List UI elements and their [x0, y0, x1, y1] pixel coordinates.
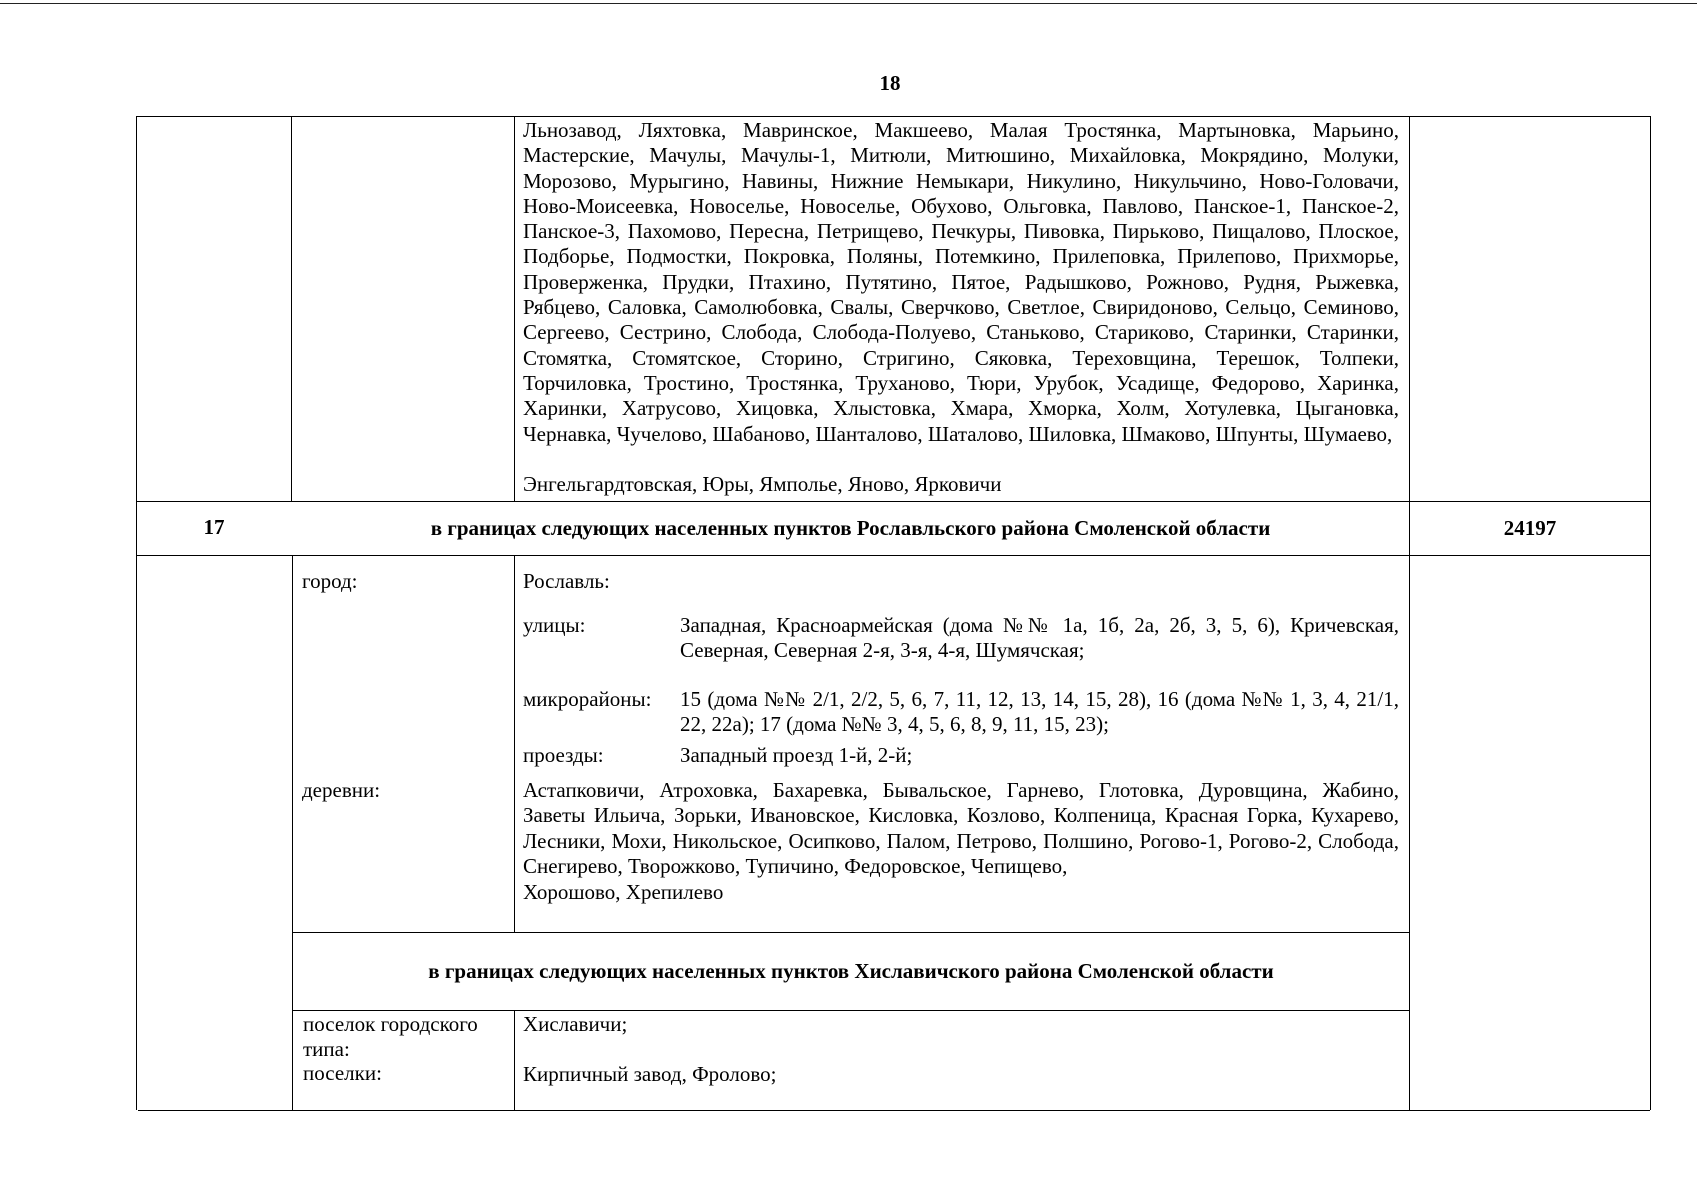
row-number: 17	[203, 515, 225, 539]
settlement-list-last-line: Энгельгардтовская, Юры, Ямполье, Яново, Ярковичи	[523, 472, 1002, 496]
district-header-hislavichi: в границах следующих населенных пунктов Хиславичского района Смоленской области	[428, 959, 1274, 983]
row-divider	[136, 555, 1650, 556]
col-divider	[514, 116, 515, 501]
col-divider	[292, 555, 293, 1110]
districts-label: микрорайоны:	[523, 687, 652, 711]
passages-text: Западный проезд 1-й, 2-й;	[680, 743, 913, 767]
settlements-text: Кирпичный завод, Фролово;	[523, 1062, 777, 1086]
col-divider	[291, 116, 292, 501]
col-divider	[514, 555, 515, 932]
districts-text: 15 (дома №№ 2/1, 2/2, 5, 6, 7, 11, 12, 13, 14, 15, 28), 16 (дома №№ 1, 3, 4, 21/1, 22, 22а); 17 (дома №№ 3, 4, 5, 6, 8, 9, 11, 15, 23);	[680, 687, 1399, 737]
table-bottom-border	[138, 1110, 1650, 1111]
row-divider	[292, 1010, 1409, 1011]
urban-settlement-name: Хиславичи;	[523, 1012, 628, 1036]
settlements-label: поселки:	[303, 1061, 382, 1085]
row-divider	[292, 932, 1409, 933]
passages-label: проезды:	[523, 743, 604, 767]
urban-settlement-label: поселок городского типа:	[303, 1012, 478, 1062]
villages-text: Астапковичи, Атроховка, Бахаревка, Бывальское, Гарнево, Глотовка, Дуровщина, Жабино, Заветы Ильича, Зорьки, Ивановское, Кисловка, Козлово, Колпеница, Красная Горка, Кухарево, Лесники, Мохи, Никольское, Осипково, Палом, Петрово, Полшино, Рогово-1, Рогово-2, Слобода, Снегирево, Творожково, Тупичино, Федоровское, Чепищево,	[523, 778, 1399, 878]
table-top-border	[136, 116, 1650, 117]
district-header-roslavl: в границах следующих населенных пунктов Рославльского района Смоленской области	[430, 516, 1271, 540]
table-right-border	[1650, 116, 1651, 1110]
col-divider	[1409, 116, 1410, 1110]
city-name: Рославль:	[523, 569, 610, 593]
streets-text: Западная, Красноармейская (дома №№ 1а, 1б, 2а, 2б, 3, 5, 6), Кричевская, Северная, Северная 2-я, 3-я, 4-я, Шумячская;	[680, 613, 1399, 663]
page-number: 18	[879, 71, 901, 95]
scan-top-rule	[0, 3, 1697, 4]
villages-label: деревни:	[302, 778, 381, 802]
settlement-list-continued: Льнозавод, Ляхтовка, Мавринское, Макшеево, Малая Тростянка, Мартыновка, Марьино, Мастерские, Мачулы, Мачулы-1, Митюли, Митюшино, Михайловка, Мокрядино, Молуки, Морозово, Мурыгино, Навины, Нижние Немыкари, Никулино, Никульчино, Ново-Головачи, Ново-Моисеевка, Новоселье, Новоселье, Обухово, Ольговка, Павлово, Панское-1, Панское-2, Панское-3, Пахомово, Пересна, Петрищево, Печкуры, Пивовка, Пирьково, Пищалово, Плоское, Подборье, Подмостки, Покровка, Поляны, Потемкино, Прилеповка, Прилепово, Прихморье, Проверженка, Прудки, Птахино, Путятино, Пятое, Радышково, Рожново, Рудня, Рыжевка, Рябцево, Саловка, Самолюбовка, Свалы, Сверчково, Светлое, Свиридоново, Сельцо, Семиново, Сергеево, Сестрино, Слобода, Слобода-Полуево, Станьково, Стариково, Старинки, Старинки, Стомятка, Стомятское, Сторино, Стригино, Сяковка, Тереховщина, Терешок, Толпеки, Торчиловка, Тростино, Тростянка, Труханово, Тюри, Урубок, Усадище, Федорово, Харинка, Харинки, Хатрусово, Хицовка, Хлыстовка, Хмара, Хморка, Холм, Хотулевка, Цыгановка, Чернавка, Чучелово, Шабаново, Шанталово, Шаталово, Шиловка, Шмаково, Шпунты, Шумаево,	[523, 118, 1399, 446]
city-label: город:	[302, 569, 358, 593]
table-left-border	[136, 116, 137, 1110]
row-divider	[136, 501, 1650, 502]
streets-label: улицы:	[523, 613, 586, 637]
villages-last-line: Хорошово, Хрепилево	[523, 880, 724, 904]
col-divider	[514, 1010, 515, 1110]
row-value: 24197	[1503, 516, 1557, 540]
